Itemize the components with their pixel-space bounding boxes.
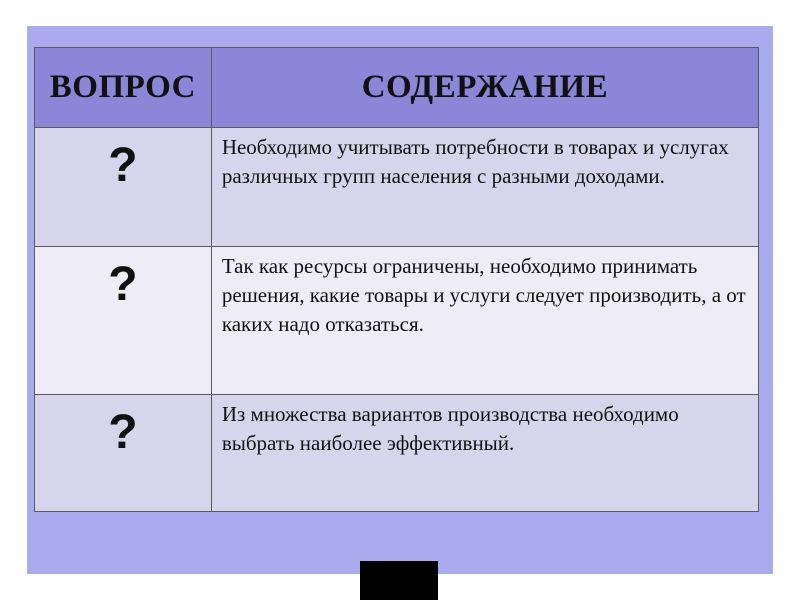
content-cell: Необходимо учитывать потребности в товарах и услугах различных групп населения с разными доходами. (211, 128, 758, 247)
table-row (35, 128, 759, 247)
bottom-black-block (360, 561, 438, 600)
table-row (35, 247, 759, 395)
table-row (35, 395, 759, 512)
content-cell: Так как ресурсы ограничены, необходимо принимать решения, какие товары и услуги следует производить, а от каких надо отказаться. (211, 247, 758, 395)
content-cell: Из множества вариантов производства необходимо выбрать наиболее эффективный. (211, 395, 758, 512)
question-content-table (34, 47, 759, 512)
question-mark-cell: ? (35, 128, 212, 247)
table-header-row (35, 48, 759, 128)
header-question: ВОПРОС (35, 48, 212, 128)
question-mark-cell: ? (35, 395, 212, 512)
header-content: СОДЕРЖАНИЕ (211, 48, 758, 128)
question-mark-cell: ? (35, 247, 212, 395)
